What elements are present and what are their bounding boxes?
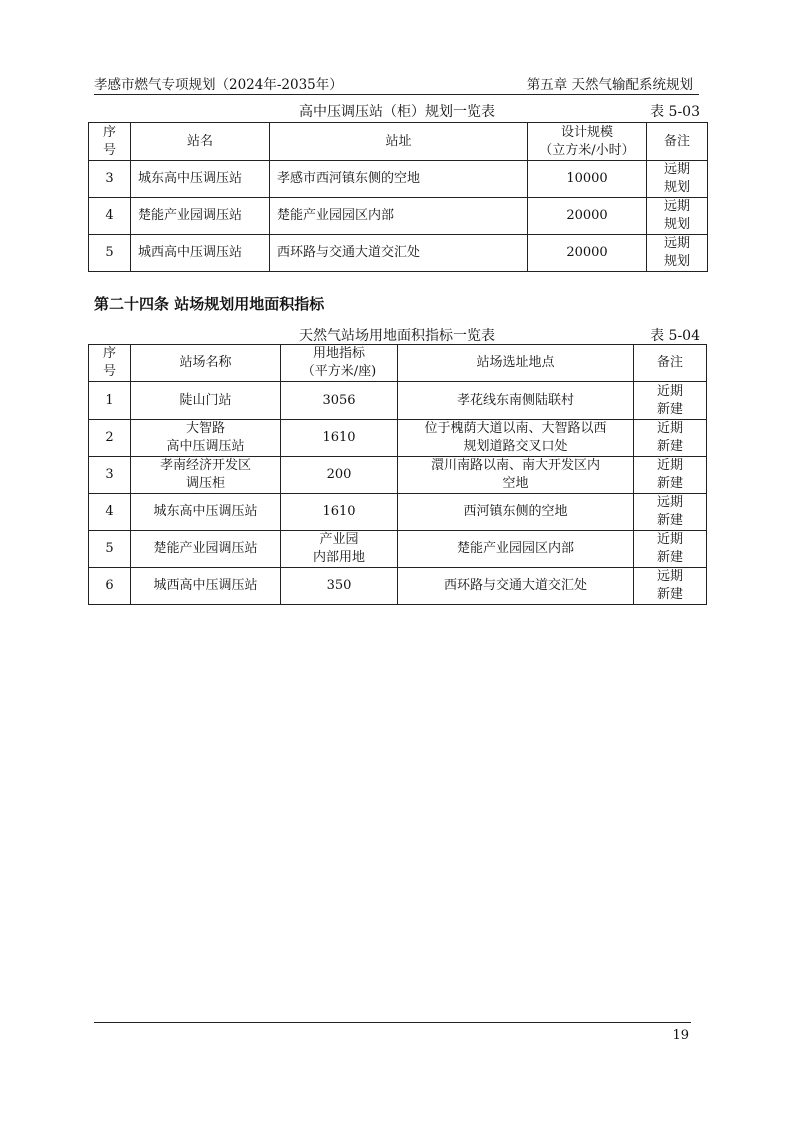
cell-seq: 5 (89, 235, 131, 272)
cell-seq: 5 (89, 531, 131, 568)
cell-station-address: 孝感市西河镇东侧的空地 (270, 161, 528, 198)
table-header-row (89, 345, 707, 382)
cell-site-location: 孝花线东南侧陆联村 (398, 382, 634, 420)
table-row (89, 198, 708, 235)
header-station-name: 站名 (131, 123, 270, 161)
cell-seq: 2 (89, 420, 131, 457)
table2-number: 表 5-04 (650, 328, 700, 344)
table-row (89, 235, 708, 272)
table-row (89, 494, 707, 531)
header-seq: 序 号 (89, 345, 131, 382)
cell-station-name: 城东高中压调压站 (131, 494, 281, 531)
table1-number: 表 5-03 (650, 104, 700, 120)
cell-capacity: 20000 (528, 198, 647, 235)
page-number: 19 (672, 1028, 689, 1043)
cell-station-name: 楚能产业园调压站 (131, 531, 281, 568)
header-station-name: 站场名称 (131, 345, 281, 382)
table-row (89, 457, 707, 494)
header-land-area: 用地指标 （平方米/座) (281, 345, 398, 382)
header-design-capacity: 设计规模 （立方米/小时） (528, 123, 647, 161)
cell-land-area: 1610 (281, 494, 398, 531)
cell-station-name: 城西高中压调压站 (131, 568, 281, 605)
header-seq: 序 号 (89, 123, 131, 161)
header-document-title: 孝感市燃气专项规划（2024年-2035年） (94, 77, 343, 93)
cell-seq: 3 (89, 457, 131, 494)
cell-site-location: 澴川南路以南、南大开发区内 空地 (398, 457, 634, 494)
page-footer (94, 1022, 691, 1047)
cell-note: 近期 新建 (634, 457, 707, 494)
header-note: 备注 (647, 123, 708, 161)
table-header-row (89, 123, 708, 161)
cell-seq: 4 (89, 494, 131, 531)
cell-note: 远期 规划 (647, 198, 708, 235)
cell-station-address: 楚能产业园园区内部 (270, 198, 528, 235)
table-row (89, 420, 707, 457)
header-note: 备注 (634, 345, 707, 382)
cell-site-location: 西河镇东侧的空地 (398, 494, 634, 531)
cell-note: 远期 规划 (647, 161, 708, 198)
land-area-table (88, 344, 707, 605)
table-row (89, 568, 707, 605)
cell-site-location: 楚能产业园园区内部 (398, 531, 634, 568)
header-site-location: 站场选址地点 (398, 345, 634, 382)
cell-capacity: 20000 (528, 235, 647, 272)
article-heading: 第二十四条 站场规划用地面积指标 (94, 295, 325, 313)
table-row (89, 531, 707, 568)
table1-title: 高中压调压站（柜）规划一览表 (299, 104, 495, 120)
table1-caption (88, 101, 706, 121)
cell-land-area: 1610 (281, 420, 398, 457)
cell-station-name: 楚能产业园调压站 (131, 198, 270, 235)
table-row (89, 161, 708, 198)
cell-note: 近期 新建 (634, 382, 707, 420)
cell-seq: 1 (89, 382, 131, 420)
cell-seq: 3 (89, 161, 131, 198)
cell-capacity: 10000 (528, 161, 647, 198)
cell-note: 远期 新建 (634, 568, 707, 605)
cell-seq: 4 (89, 198, 131, 235)
station-plan-table (88, 122, 708, 272)
cell-land-area: 3056 (281, 382, 398, 420)
cell-station-name: 城西高中压调压站 (131, 235, 270, 272)
cell-note: 近期 新建 (634, 420, 707, 457)
page-header (94, 70, 699, 95)
cell-land-area: 200 (281, 457, 398, 494)
header-chapter-title: 第五章 天然气输配系统规划 (526, 77, 693, 93)
cell-station-name: 陡山门站 (131, 382, 281, 420)
cell-note: 近期 新建 (634, 531, 707, 568)
cell-station-name: 孝南经济开发区 调压柜 (131, 457, 281, 494)
table-row (89, 382, 707, 420)
cell-station-name: 城东高中压调压站 (131, 161, 270, 198)
cell-land-area: 产业园 内部用地 (281, 531, 398, 568)
table2-title: 天然气站场用地面积指标一览表 (299, 328, 495, 344)
table2-caption (88, 325, 706, 345)
cell-seq: 6 (89, 568, 131, 605)
cell-station-name: 大智路 高中压调压站 (131, 420, 281, 457)
cell-land-area: 350 (281, 568, 398, 605)
cell-note: 远期 规划 (647, 235, 708, 272)
cell-note: 远期 新建 (634, 494, 707, 531)
header-station-address: 站址 (270, 123, 528, 161)
cell-site-location: 位于槐荫大道以南、大智路以西 规划道路交叉口处 (398, 420, 634, 457)
cell-station-address: 西环路与交通大道交汇处 (270, 235, 528, 272)
cell-site-location: 西环路与交通大道交汇处 (398, 568, 634, 605)
